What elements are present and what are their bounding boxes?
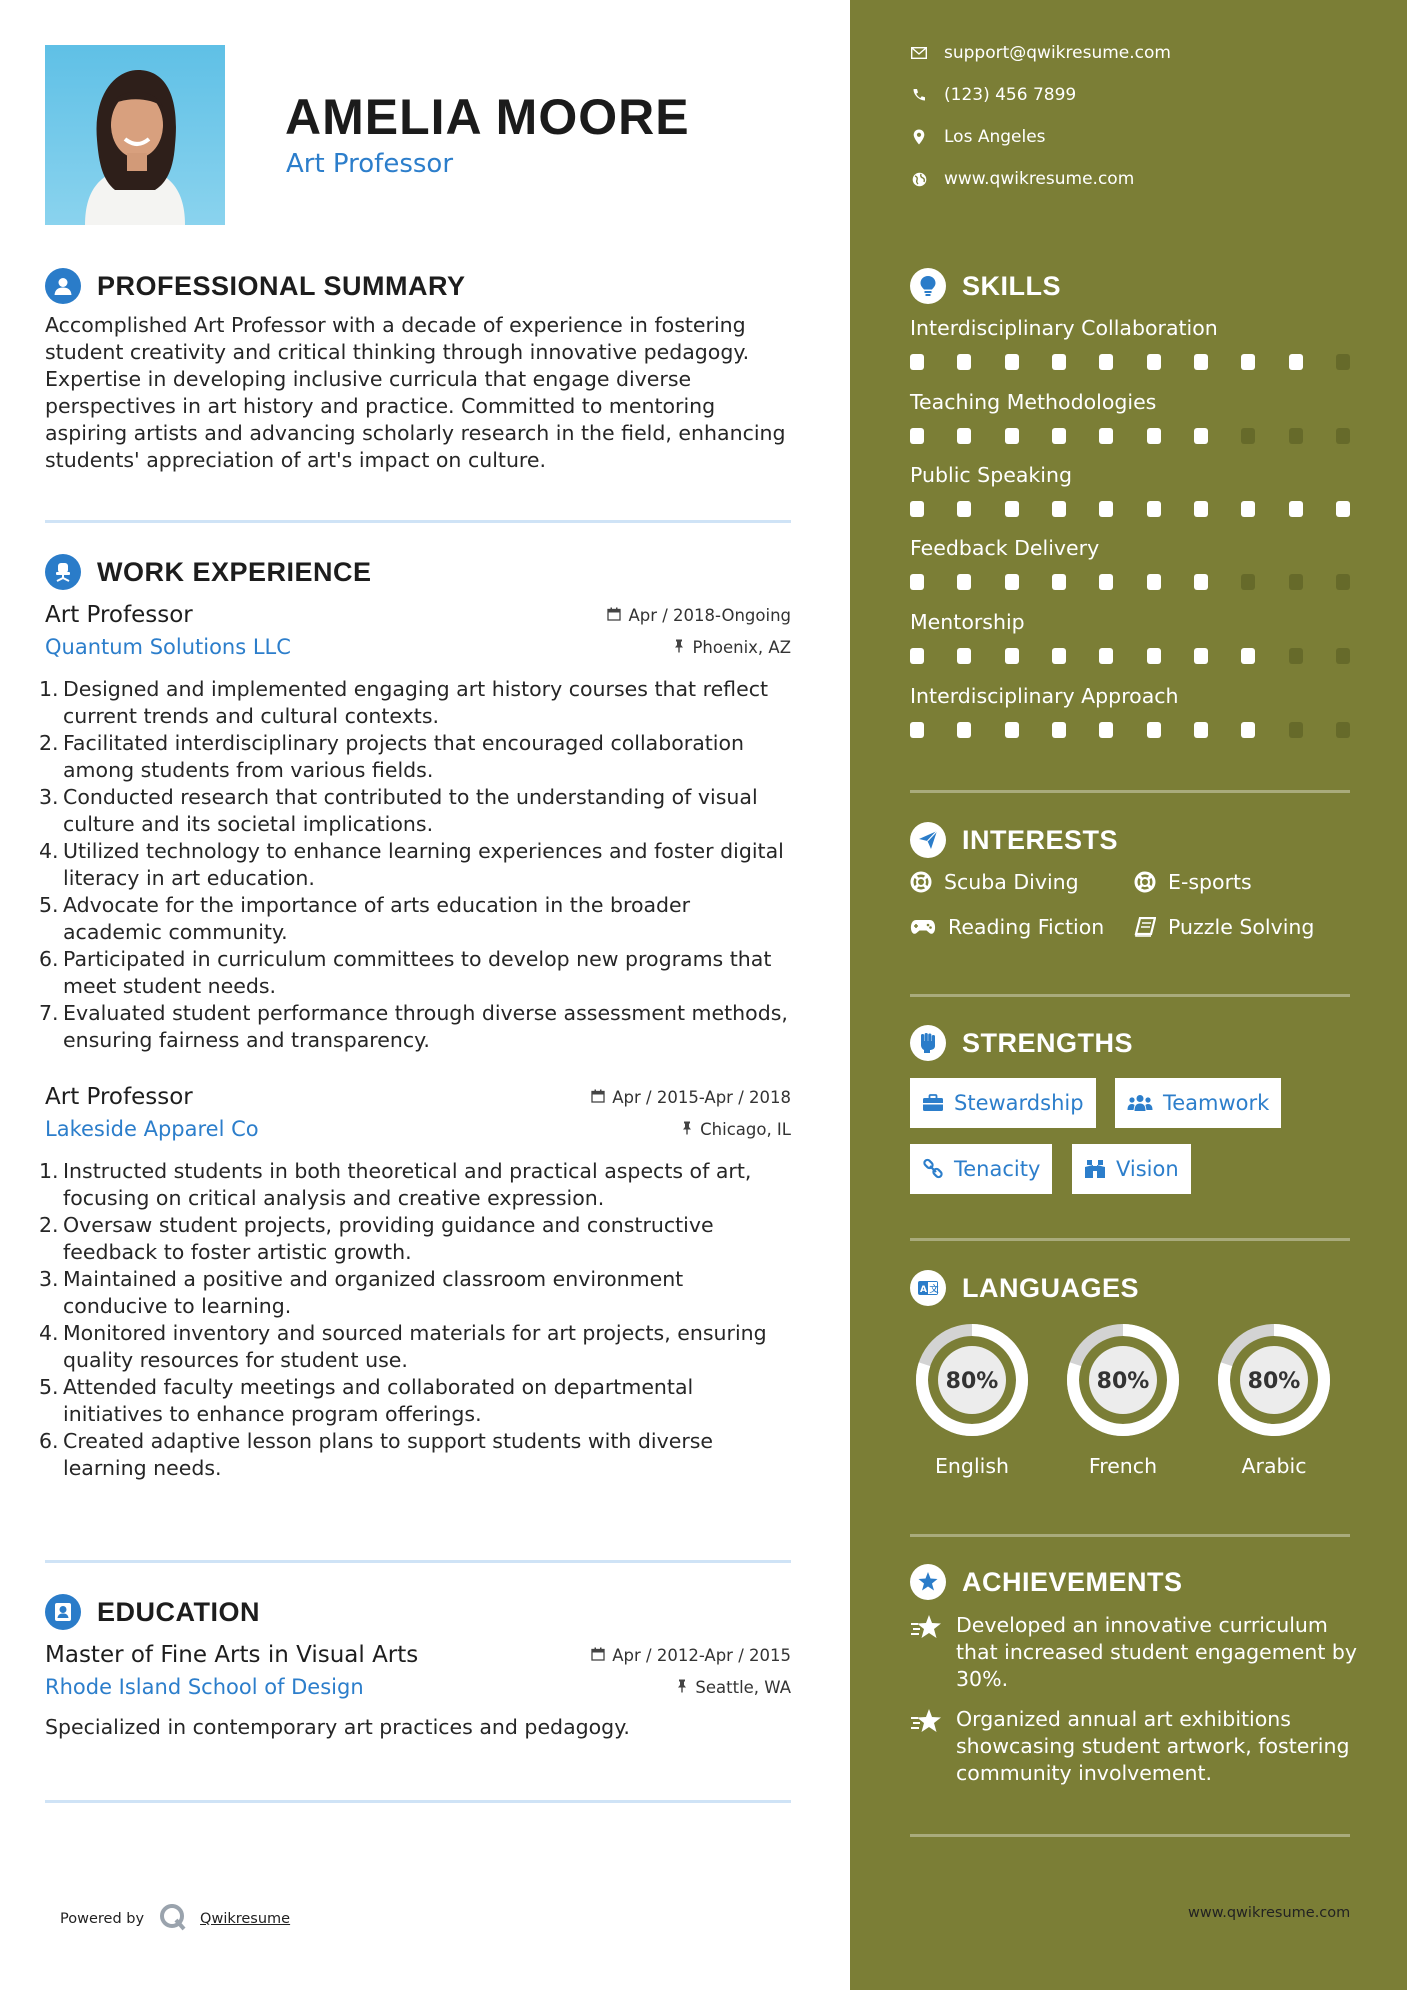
rating-dot-empty: [1289, 722, 1303, 738]
languages-heading: LANGUAGES: [962, 1272, 1140, 1303]
skill-rating: [910, 648, 1350, 664]
book-icon: [1134, 917, 1156, 937]
skill-name: Public Speaking: [910, 463, 1072, 487]
job-location: Chicago, IL: [700, 1120, 791, 1139]
education-section: [45, 1592, 791, 1741]
rating-dot-filled: [957, 648, 971, 664]
language-name: French: [1088, 1454, 1158, 1478]
skill-name: Mentorship: [910, 610, 1025, 634]
rating-dot-filled: [1099, 354, 1113, 370]
rating-dot-filled: [957, 574, 971, 590]
link-icon: [922, 1158, 944, 1180]
skill-item: [910, 610, 1350, 664]
graduate-icon: [45, 1594, 81, 1630]
language-gauge: [910, 1318, 1034, 1442]
job-location: Phoenix, AZ: [692, 638, 791, 657]
job-company: Quantum Solutions LLC: [45, 635, 291, 659]
list-item: Maintained a positive and organized classroom environment conducive to learning.: [63, 1267, 684, 1318]
list-item: Monitored inventory and sourced materials for art projects, ensuring quality resources for student use.: [63, 1321, 767, 1372]
rating-dot-filled: [1052, 574, 1066, 590]
rating-dot-filled: [1005, 648, 1019, 664]
svg-text:A: A: [920, 1285, 927, 1295]
duty-list: [45, 676, 791, 1054]
skills-section-head: [910, 268, 1061, 304]
language-item: [1212, 1318, 1336, 1478]
list-item: Facilitated interdisciplinary projects that encouraged collaboration among students from various fields.: [63, 731, 745, 782]
education-entry: [45, 1642, 791, 1741]
pin-icon: [673, 638, 685, 657]
star-badge-icon: [910, 1564, 946, 1600]
user-icon: [45, 268, 81, 304]
strengths-section-head: [910, 1025, 1133, 1061]
strength-tag: Tenacity: [910, 1144, 1052, 1194]
skill-rating: [910, 501, 1350, 517]
summary-text: Accomplished Art Professor with a decade of experience in fostering student creativity and critical thinking through innovative pedagogy. Expertise in developing inclusive curricula that engage diverse perspectives in art history and practice. Committed to mentoring aspiring artists and advancing scholarly research in the field, enhancing students' appreciation of art's impact on culture.: [45, 313, 786, 472]
binoculars-icon: [1084, 1159, 1106, 1179]
strength-tag: Vision: [1072, 1144, 1191, 1194]
work-heading: WORK EXPERIENCE: [97, 556, 372, 587]
rating-dot-filled: [910, 354, 924, 370]
star-icon: [910, 1614, 944, 1693]
strength-tag: Teamwork: [1115, 1078, 1281, 1128]
calendar-icon: [591, 1088, 605, 1107]
language-percent: 80%: [945, 1369, 999, 1394]
footer-website[interactable]: www.qwikresume.com: [1188, 1905, 1351, 1921]
rating-dot-filled: [1194, 574, 1208, 590]
rating-dot-filled: [1147, 722, 1161, 738]
interest-item: Reading Fiction: [910, 915, 1104, 939]
list-item: Advocate for the importance of arts education in the broader academic community.: [63, 893, 691, 944]
contact-phone[interactable]: (123) 456 7899: [910, 85, 1076, 105]
list-item: Participated in curriculum committees to develop new programs that meet student needs.: [63, 947, 772, 998]
rating-dot-empty: [1336, 574, 1350, 590]
svg-text:文: 文: [929, 1285, 939, 1295]
skill-name: Teaching Methodologies: [910, 390, 1157, 414]
language-item: [910, 1318, 1034, 1478]
gamepad-icon: [910, 918, 936, 936]
job-company: Lakeside Apparel Co: [45, 1117, 259, 1141]
rating-dot-filled: [1147, 428, 1161, 444]
rating-dot-filled: [957, 354, 971, 370]
envelope-icon: [910, 47, 928, 59]
skill-rating: [910, 428, 1350, 444]
briefcase-icon: [922, 1094, 944, 1112]
skill-item: [910, 463, 1350, 517]
achievement-item: Organized annual art exhibitions showcasing student artwork, fostering community involvement.: [910, 1706, 1360, 1787]
paper-plane-icon: [910, 822, 946, 858]
rating-dot-filled: [1147, 648, 1161, 664]
list-item: Created adaptive lesson plans to support students with diverse learning needs.: [63, 1429, 714, 1480]
education-date: Apr / 2012-Apr / 2015: [612, 1646, 791, 1665]
rating-dot-filled: [1194, 354, 1208, 370]
language-name: English: [934, 1454, 1010, 1478]
list-item: Attended faculty meetings and collaborated on departmental initiatives to enhance program offerings.: [63, 1375, 694, 1426]
list-item: Oversaw student projects, providing guidance and constructive feedback to foster artistic growth.: [63, 1213, 714, 1264]
rating-dot-filled: [1241, 501, 1255, 517]
rating-dot-filled: [1005, 574, 1019, 590]
users-icon: [1127, 1094, 1153, 1112]
school-name: Rhode Island School of Design: [45, 1675, 364, 1699]
rating-dot-filled: [1241, 648, 1255, 664]
job-entry: [45, 602, 791, 1054]
job-date: Apr / 2018-Ongoing: [628, 606, 791, 625]
rating-dot-filled: [1194, 648, 1208, 664]
education-heading: EDUCATION: [97, 1596, 260, 1627]
skill-item: [910, 316, 1350, 370]
lifebuoy-icon: [1134, 871, 1156, 893]
language-item: [1061, 1318, 1185, 1478]
list-item: Conducted research that contributed to the understanding of visual culture and its societal implications.: [63, 785, 758, 836]
degree-title: Master of Fine Arts in Visual Arts: [45, 1642, 419, 1668]
rating-dot-filled: [1052, 722, 1066, 738]
interests-heading: INTERESTS: [962, 824, 1119, 855]
job-title: Art Professor: [45, 1084, 193, 1110]
sidebar: [850, 0, 1407, 1990]
rating-dot-filled: [1289, 354, 1303, 370]
rating-dot-filled: [1099, 501, 1113, 517]
list-item: Utilized technology to enhance learning experiences and foster digital literacy in art education.: [63, 839, 784, 890]
skill-item: [910, 536, 1350, 590]
skill-item: [910, 684, 1350, 738]
achievements-heading: ACHIEVEMENTS: [962, 1566, 1183, 1597]
rating-dot-filled: [910, 648, 924, 664]
rating-dot-filled: [1147, 574, 1161, 590]
lifebuoy-icon: [910, 871, 932, 893]
rating-dot-filled: [1194, 428, 1208, 444]
school-location: Seattle, WA: [695, 1678, 791, 1697]
profile-photo: [45, 45, 225, 225]
candidate-name: AMELIA MOORE: [285, 89, 690, 145]
rating-dot-empty: [1289, 648, 1303, 664]
job-title: Art Professor: [45, 602, 193, 628]
contact-location: Los Angeles: [910, 127, 1046, 147]
rating-dot-empty: [1336, 722, 1350, 738]
rating-dot-filled: [1289, 501, 1303, 517]
powered-label: Powered by: [60, 1911, 145, 1927]
rating-dot-filled: [910, 501, 924, 517]
fist-icon: [910, 1025, 946, 1061]
rating-dot-filled: [910, 722, 924, 738]
rating-dot-filled: [1005, 428, 1019, 444]
summary-heading: PROFESSIONAL SUMMARY: [97, 270, 466, 301]
rating-dot-filled: [1099, 722, 1113, 738]
rating-dot-empty: [1336, 428, 1350, 444]
list-item: Evaluated student performance through diverse assessment methods, ensuring fairness and transparency.: [63, 1001, 788, 1052]
rating-dot-filled: [1052, 354, 1066, 370]
divider: [910, 1238, 1350, 1241]
education-description: Specialized in contemporary art practices and pedagogy.: [45, 1715, 630, 1739]
achievement-item: Developed an innovative curriculum that increased student engagement by 30%.: [910, 1612, 1360, 1693]
translate-icon: [910, 1270, 946, 1306]
list-item: Instructed students in both theoretical and practical aspects of art, focusing on critical analysis and creative expression.: [63, 1159, 752, 1210]
calendar-icon: [591, 1646, 605, 1665]
job-date: Apr / 2015-Apr / 2018: [612, 1088, 791, 1107]
rating-dot-empty: [1336, 648, 1350, 664]
calendar-icon: [607, 606, 621, 625]
skill-name: Interdisciplinary Approach: [910, 684, 1179, 708]
rating-dot-filled: [1052, 501, 1066, 517]
rating-dot-filled: [1005, 722, 1019, 738]
qwikresume-link[interactable]: Qwikresume: [200, 1911, 291, 1927]
skill-rating: [910, 722, 1350, 738]
divider: [910, 1834, 1350, 1837]
language-gauge: [1061, 1318, 1185, 1442]
qwikresume-logo-icon: [158, 1902, 188, 1936]
strengths-heading: STRENGTHS: [962, 1027, 1134, 1058]
summary-section: [45, 266, 791, 474]
language-name: Arabic: [1241, 1454, 1307, 1478]
office-chair-icon: [45, 554, 81, 590]
rating-dot-empty: [1289, 574, 1303, 590]
strength-tag: Stewardship: [910, 1078, 1096, 1128]
rating-dot-filled: [957, 722, 971, 738]
rating-dot-filled: [1005, 354, 1019, 370]
skill-rating: [910, 354, 1350, 370]
map-pin-icon: [910, 129, 928, 145]
skill-rating: [910, 574, 1350, 590]
interests-section-head: [910, 822, 1118, 858]
duty-list: [45, 1158, 791, 1482]
pin-icon: [676, 1678, 688, 1697]
rating-dot-filled: [1005, 501, 1019, 517]
rating-dot-empty: [1241, 428, 1255, 444]
divider: [910, 1534, 1350, 1537]
rating-dot-filled: [1147, 501, 1161, 517]
divider: [45, 1800, 791, 1803]
rating-dot-filled: [1099, 648, 1113, 664]
skills-heading: SKILLS: [962, 270, 1062, 301]
interest-item: Scuba Diving: [910, 870, 1079, 894]
divider: [45, 520, 791, 523]
lightbulb-icon: [910, 268, 946, 304]
rating-dot-filled: [910, 574, 924, 590]
interest-item: E-sports: [1134, 870, 1252, 894]
work-section: [45, 552, 791, 1482]
rating-dot-filled: [1099, 574, 1113, 590]
skill-item: [910, 390, 1350, 444]
languages-section-head: [910, 1270, 1139, 1306]
divider: [45, 1560, 791, 1563]
skill-name: Interdisciplinary Collaboration: [910, 316, 1218, 340]
contact-email[interactable]: support@qwikresume.com: [910, 43, 1171, 63]
rating-dot-filled: [957, 501, 971, 517]
language-percent: 80%: [1096, 1369, 1150, 1394]
phone-icon: [910, 88, 928, 102]
job-entry: [45, 1084, 791, 1482]
achievements-section-head: [910, 1564, 1183, 1600]
divider: [910, 994, 1350, 997]
rating-dot-empty: [1336, 354, 1350, 370]
rating-dot-filled: [1241, 722, 1255, 738]
candidate-title: Art Professor: [286, 149, 454, 179]
rating-dot-filled: [1194, 722, 1208, 738]
rating-dot-filled: [1194, 501, 1208, 517]
rating-dot-filled: [1052, 648, 1066, 664]
star-icon: [910, 1708, 944, 1787]
skill-name: Feedback Delivery: [910, 536, 1100, 560]
list-item: Designed and implemented engaging art history courses that reflect current trends and cultural contexts.: [63, 677, 769, 728]
globe-icon: [910, 172, 928, 187]
language-percent: 80%: [1247, 1369, 1301, 1394]
divider: [910, 790, 1350, 793]
language-gauge: [1212, 1318, 1336, 1442]
rating-dot-filled: [1147, 354, 1161, 370]
contact-website[interactable]: www.qwikresume.com: [910, 169, 1134, 189]
rating-dot-empty: [1289, 428, 1303, 444]
rating-dot-filled: [910, 428, 924, 444]
rating-dot-filled: [1241, 354, 1255, 370]
rating-dot-filled: [1052, 428, 1066, 444]
rating-dot-filled: [1336, 501, 1350, 517]
pin-icon: [681, 1120, 693, 1139]
powered-by: [60, 1902, 290, 1936]
rating-dot-filled: [957, 428, 971, 444]
interest-item: Puzzle Solving: [1134, 915, 1314, 939]
rating-dot-filled: [1099, 428, 1113, 444]
rating-dot-empty: [1241, 574, 1255, 590]
